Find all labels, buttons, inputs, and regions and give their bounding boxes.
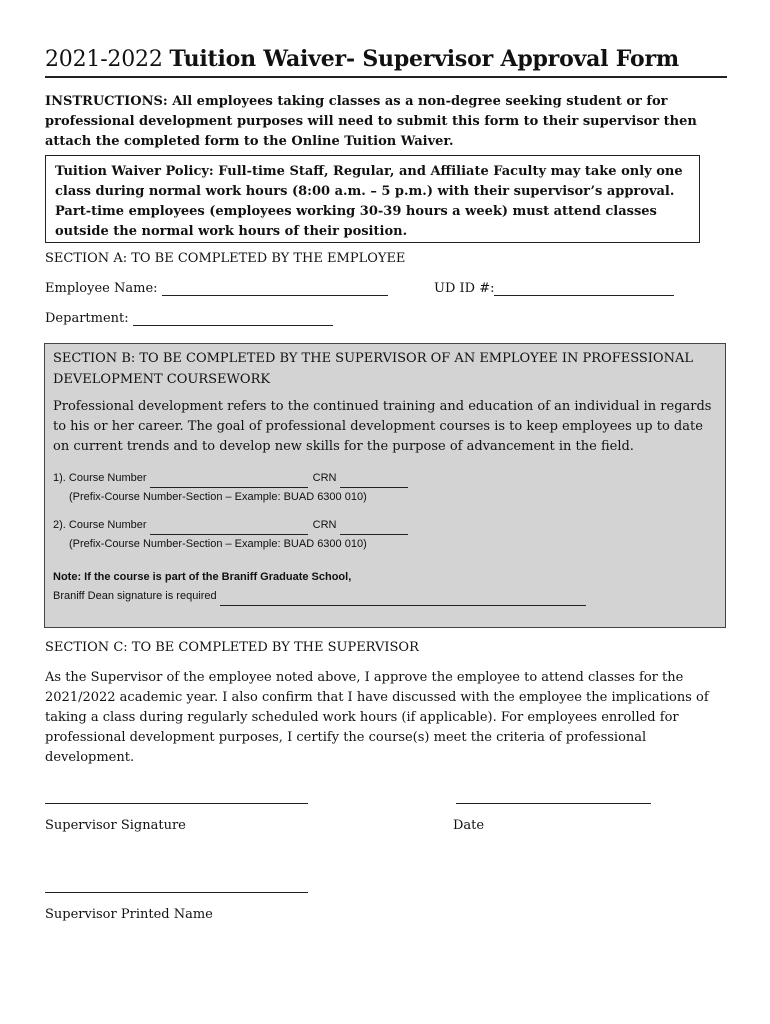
section-c-paragraph: As the Supervisor of the employee noted above, I approve the employee to attend classes for the 2021/2022 academic year. I also confirm that I have discussed with the employee the implications of taking a class during regularly scheduled work hours (if applicable). For employees enrolled for professional development purposes, I certify the course(s) meet the criteria of professional development. [45, 670, 709, 765]
page-title [45, 46, 679, 72]
course-2-row [53, 516, 717, 554]
supervisor-printed-name-label: Supervisor Printed Name [45, 907, 213, 922]
supervisor-signature-label: Supervisor Signature [45, 818, 186, 833]
date-label: Date [453, 818, 485, 833]
title-divider [45, 76, 727, 78]
braniff-note-text: Braniff Dean signature is required [53, 590, 217, 602]
employee-name-label: Employee Name: [45, 281, 158, 296]
section-b-heading: SECTION B: TO BE COMPLETED BY THE SUPERVISOR OF AN EMPLOYEE IN PROFESSIONAL DEVELOPMENT COURSEWORK [53, 351, 693, 387]
course-2-line[interactable] [150, 523, 308, 535]
department-label: Department: [45, 311, 129, 326]
crn-2-label: CRN [312, 519, 337, 531]
braniff-note-bold: Note: If the course is part of the Braniff Graduate School, [53, 571, 352, 583]
course-2-label: 2). Course Number [53, 519, 147, 531]
policy-text: Tuition Waiver Policy: Full-time Staff, Regular, and Affiliate Faculty may take only one class during normal work hours (8:00 a.m. – 5 p.m.) with their supervisor’s approval. Part-time employees (employees working 30-39 hours a week) must attend classes outside the normal work hours of their position. [55, 164, 683, 239]
section-b-box [44, 343, 726, 628]
ud-id-line[interactable] [494, 282, 674, 296]
crn-1-label: CRN [312, 472, 337, 484]
section-c-heading: SECTION C: TO BE COMPLETED BY THE SUPERVISOR [45, 640, 419, 655]
supervisor-printed-name-line[interactable] [45, 892, 308, 893]
title-text: Tuition Waiver- Supervisor Approval Form [169, 46, 679, 72]
braniff-signature-line[interactable] [220, 594, 586, 606]
employee-name-field[interactable] [45, 281, 388, 296]
course-2-example: (Prefix-Course Number-Section – Example: BUAD 6300 010) [69, 538, 367, 550]
section-a-heading: SECTION A: TO BE COMPLETED BY THE EMPLOYEE [45, 251, 406, 266]
crn-2-line[interactable] [340, 523, 408, 535]
course-1-example: (Prefix-Course Number-Section – Example: BUAD 6300 010) [69, 491, 367, 503]
course-1-row [53, 469, 717, 507]
policy-box [45, 155, 700, 243]
crn-1-line[interactable] [340, 476, 408, 488]
date-line[interactable] [456, 803, 651, 804]
department-line[interactable] [133, 312, 333, 326]
section-b-paragraph: Professional development refers to the continued training and education of an individual in regards to his or her career. The goal of professional development courses is to keep employees up to date on current trends and to develop new skills for the purpose of advancement in the field. [53, 399, 712, 454]
employee-name-line[interactable] [162, 282, 388, 296]
course-1-label: 1). Course Number [53, 472, 147, 484]
title-year: 2021-2022 [45, 47, 163, 72]
ud-id-label: UD ID #: [434, 281, 495, 296]
braniff-note [53, 568, 717, 606]
instructions-text: INSTRUCTIONS: All employees taking classes as a non-degree seeking student or for professional development purposes will need to submit this form to their supervisor then attach the completed form to the Online Tuition Waiver. [45, 94, 697, 149]
course-1-line[interactable] [150, 476, 308, 488]
ud-id-field[interactable] [434, 281, 674, 296]
supervisor-signature-line[interactable] [45, 803, 308, 804]
department-field[interactable] [45, 311, 333, 326]
